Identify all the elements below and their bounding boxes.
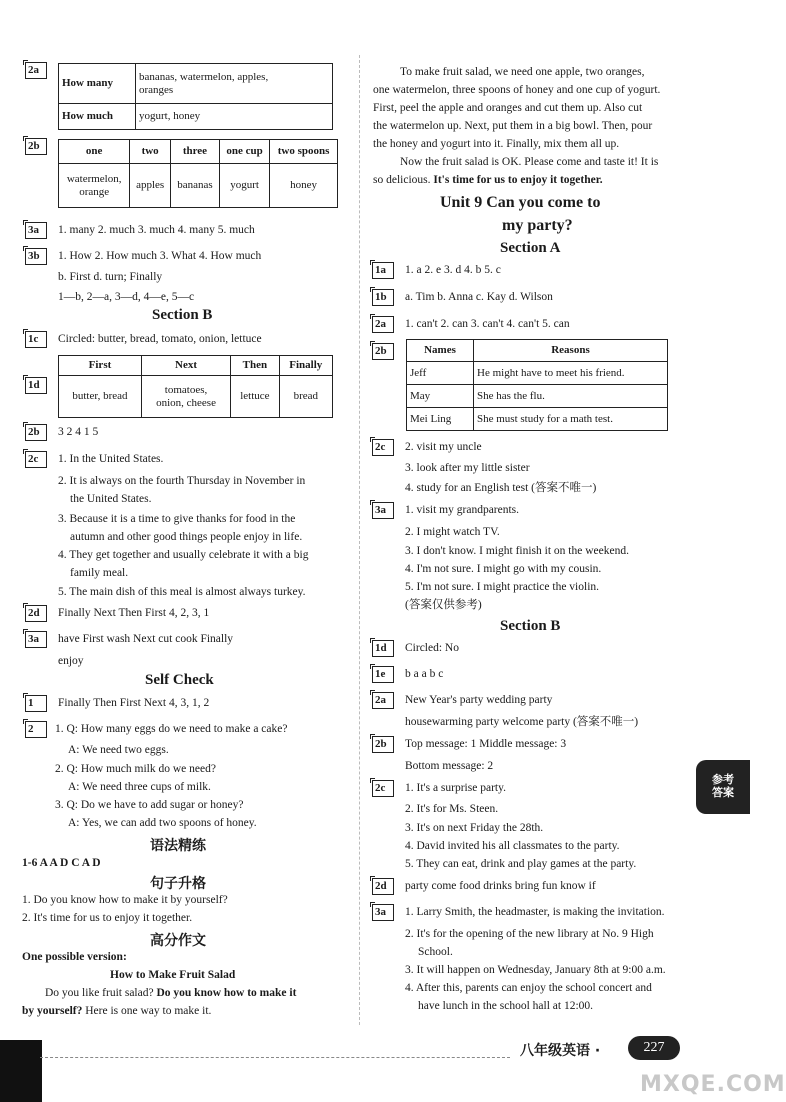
answer-key-tab-label: 参考答案	[712, 773, 734, 799]
answer-line: 5. The main dish of this meal is almost always turkey.	[58, 586, 306, 598]
answer-line: autumn and other good things people enjoy in life.	[70, 531, 303, 543]
answer-line: 1. How 2. How much 3. What 4. How much	[58, 250, 262, 262]
answer-1d: Circled: No	[405, 642, 459, 654]
answer-line: b. First d. turn; Finally	[58, 271, 163, 283]
table-cell: butter, bread	[59, 376, 142, 418]
answer-line: A: We need three cups of milk.	[68, 781, 211, 793]
section-a-heading: Section A	[500, 240, 561, 256]
answer-line: 4. I'm not sure. I might go with my cousin.	[405, 563, 602, 575]
table-cell: She has the flu.	[474, 385, 668, 408]
table-cell: yogurt, honey	[136, 104, 333, 130]
label-2c: 2c	[25, 451, 47, 468]
answer-line: have lunch in the school hall at 12:00.	[418, 1000, 594, 1012]
answer-1a: 1. a 2. e 3. d 4. b 5. c	[405, 264, 501, 276]
label-2a: 2a	[25, 62, 47, 79]
table-header-cell: two	[130, 140, 171, 164]
one-possible-label: One possible version:	[22, 951, 127, 963]
footer-subject: 八年级英语 ·	[520, 1043, 601, 1059]
answer-line: 2. It is always on the fourth Thursday in November in	[58, 475, 306, 487]
unit-title: Unit 9 Can you come to	[440, 194, 601, 211]
grammar-answers: 1-6 A A D C A D	[22, 857, 101, 869]
table-cell: He might have to meet his friend.	[474, 362, 668, 385]
table-cell	[136, 64, 333, 104]
table-cell	[141, 376, 230, 418]
table-cell: yogurt	[219, 164, 269, 208]
answer-line: 5. I'm not sure. I might practice the violin.	[405, 581, 600, 593]
label-1e: 1e	[372, 666, 394, 683]
essay-text-bold: by yourself?	[22, 1005, 83, 1017]
answer-line: 4. After this, parents can enjoy the school concert and	[405, 982, 652, 994]
table-cell: apples	[130, 164, 171, 208]
label-2d: 2d	[372, 878, 394, 895]
table-head: How much	[59, 104, 136, 130]
table-cell-line: onion, cheese	[156, 396, 216, 409]
writing-heading: 高分作文	[150, 933, 206, 949]
label-1b: 1b	[372, 289, 394, 306]
table-cell: honey	[270, 164, 338, 208]
table-cell: She must study for a math test.	[474, 408, 668, 431]
para-line: First, peel the apple and oranges and cut them up. Also cut	[373, 102, 643, 114]
table-2b	[58, 139, 338, 208]
label-1c: 1c	[25, 331, 47, 348]
answer-line: 4. They get together and usually celebrate it with a big	[58, 549, 309, 561]
label-2b: 2b	[25, 424, 47, 441]
page-number: 227	[628, 1036, 680, 1060]
answer-1b: a. Tim b. Anna c. Kay d. Wilson	[405, 291, 553, 303]
answer-sc1: Finally Then First Next 4, 3, 1, 2	[58, 697, 210, 709]
answer-line: 1. Do you know how to make it by yourself?	[22, 894, 228, 906]
answer-2a: 1. can't 2. can 3. can't 4. can't 5. can	[405, 318, 570, 330]
answer-line: 1. It's a surprise party.	[405, 782, 506, 794]
section-b-heading: Section B	[152, 307, 213, 323]
essay-text: Here is one way to make it.	[82, 1005, 212, 1017]
table-cell: lettuce	[231, 376, 279, 418]
self-check-heading: Self Check	[145, 672, 214, 688]
essay-line	[22, 1004, 211, 1018]
label-3b: 3b	[25, 248, 47, 265]
answer-1e: b a a b c	[405, 668, 444, 680]
answer-line: 1. Q: How many eggs do we need to make a cake?	[55, 723, 288, 735]
label-2c: 2c	[372, 780, 394, 797]
corner-decoration	[0, 1040, 42, 1102]
answer-line: Bottom message: 2	[405, 760, 494, 772]
sentence-heading: 句子升格	[150, 876, 206, 892]
table-2a	[58, 63, 333, 130]
answer-line: 1. In the United States.	[58, 453, 164, 465]
answer-key-tab	[696, 760, 750, 814]
label-3a: 3a	[25, 222, 47, 239]
answer-line: 2. It's for the opening of the new library at No. 9 High	[405, 928, 654, 940]
table-header-cell: Reasons	[474, 340, 668, 362]
answer-line: 3. I don't know. I might finish it on the weekend.	[405, 545, 629, 557]
answer-line: New Year's party wedding party	[405, 694, 553, 706]
para-line: Now the fruit salad is OK. Please come and taste it! It is	[400, 156, 659, 168]
column-divider	[359, 55, 360, 1025]
essay-text-bold: Do you know how to make it	[156, 987, 297, 999]
table-cell-line: watermelon,	[66, 172, 122, 185]
table-header-cell: three	[170, 140, 219, 164]
answer-line: School.	[418, 946, 453, 958]
table-header-cell: two spoons	[270, 140, 338, 164]
label-2: 2	[25, 721, 47, 738]
label-1d: 1d	[372, 640, 394, 657]
answer-1c: Circled: butter, bread, tomato, onion, lettuce	[58, 333, 262, 345]
essay-text: Do you like fruit salad?	[45, 987, 157, 999]
table-header-cell: Names	[407, 340, 474, 362]
answer-line: 3. It's on next Friday the 28th.	[405, 822, 544, 834]
table-cell-line: tomatoes,	[164, 383, 208, 396]
answer-line: 2. I might watch TV.	[405, 526, 500, 538]
section-b-heading: Section B	[500, 618, 561, 634]
table-header-cell: one	[59, 140, 130, 164]
label-3a: 3a	[372, 904, 394, 921]
para-line	[373, 173, 603, 187]
grammar-heading: 语法精练	[150, 838, 206, 854]
answer-line: A: We need two eggs.	[68, 744, 169, 756]
table-cell-line: oranges	[139, 83, 174, 96]
answer-line: 2. It's time for us to enjoy it together.	[22, 912, 193, 924]
table-header-cell: Then	[231, 356, 279, 376]
table-header-cell: one cup	[219, 140, 269, 164]
footer-rule	[40, 1057, 510, 1058]
answer-line: Top message: 1 Middle message: 3	[405, 738, 567, 750]
answer-line: housewarming party welcome party (答案不唯一)	[405, 716, 639, 728]
label-2c: 2c	[372, 439, 394, 456]
label-1d: 1d	[25, 377, 47, 394]
table-cell: bread	[279, 376, 332, 418]
label-2d: 2d	[25, 605, 47, 622]
table-head: How many	[59, 64, 136, 104]
answer-line: 3. Q: Do we have to add sugar or honey?	[55, 799, 244, 811]
table-cell: Mei Ling	[407, 408, 474, 431]
answer-3a: 1. many 2. much 3. much 4. many 5. much	[58, 224, 255, 236]
answer-line: enjoy	[58, 655, 84, 667]
answer-line: 4. study for an English test (答案不唯一)	[405, 482, 597, 494]
answer-line: 2. visit my uncle	[405, 441, 482, 453]
table-cell: May	[407, 385, 474, 408]
para-line: the watermelon up. Next, put them in a big bowl. Then, pour	[373, 120, 653, 132]
table-cell: bananas	[170, 164, 219, 208]
label-3a: 3a	[25, 631, 47, 648]
label-2b: 2b	[25, 138, 47, 155]
table-header-cell: Finally	[279, 356, 332, 376]
label-2b: 2b	[372, 343, 394, 360]
essay-line	[45, 986, 296, 1000]
answer-line: (答案仅供参考)	[405, 599, 482, 611]
essay-title: How to Make Fruit Salad	[110, 969, 236, 981]
answer-line: 4. David invited his all classmates to the party.	[405, 840, 620, 852]
label-2a: 2a	[372, 692, 394, 709]
answer-line: 1. visit my grandparents.	[405, 504, 520, 516]
para-line: one watermelon, three spoons of honey and one cup of yogurt.	[373, 84, 661, 96]
label-2a: 2a	[372, 316, 394, 333]
answer-line: 3. Because it is a time to give thanks for food in the	[58, 513, 296, 525]
label-3a: 3a	[372, 502, 394, 519]
answer-2d: Finally Next Then First 4, 2, 3, 1	[58, 607, 210, 619]
table-cell-line: bananas, watermelon, apples,	[139, 70, 269, 83]
answer-line: 5. They can eat, drink and play games at the party.	[405, 858, 637, 870]
table-reasons	[406, 339, 668, 431]
answer-line: A: Yes, we can add two spoons of honey.	[68, 817, 257, 829]
para-text-bold: It's time for us to enjoy it together.	[433, 174, 603, 186]
answer-line: 3. look after my little sister	[405, 462, 530, 474]
answer-line: 2. It's for Ms. Steen.	[405, 803, 499, 815]
answer-line: the United States.	[70, 493, 152, 505]
label-1: 1	[25, 695, 47, 712]
para-text: so delicious.	[373, 174, 434, 186]
unit-title: my party?	[502, 217, 573, 234]
table-1d	[58, 355, 333, 418]
para-line: To make fruit salad, we need one apple, two oranges,	[400, 66, 645, 78]
answer-line: family meal.	[70, 567, 129, 579]
table-header-cell: First	[59, 356, 142, 376]
answer-line: 1. Larry Smith, the headmaster, is making the invitation.	[405, 906, 665, 918]
table-header-cell: Next	[141, 356, 230, 376]
para-line: the honey and yogurt into it. Finally, mix them all up.	[373, 138, 620, 150]
answer-line: have First wash Next cut cook Finally	[58, 633, 234, 645]
table-cell	[59, 164, 130, 208]
watermark: MXQE.COM	[640, 1072, 786, 1097]
answer-2d: party come food drinks bring fun know if	[405, 880, 596, 892]
label-1a: 1a	[372, 262, 394, 279]
table-cell-line: orange	[79, 185, 110, 198]
answer-2b: 3 2 4 1 5	[58, 426, 99, 438]
label-2b: 2b	[372, 736, 394, 753]
answer-line: 1—b, 2—a, 3—d, 4—e, 5—c	[58, 291, 195, 303]
table-cell: Jeff	[407, 362, 474, 385]
answer-line: 3. It will happen on Wednesday, January 8th at 9:00 a.m.	[405, 964, 666, 976]
answer-line: 2. Q: How much milk do we need?	[55, 763, 216, 775]
